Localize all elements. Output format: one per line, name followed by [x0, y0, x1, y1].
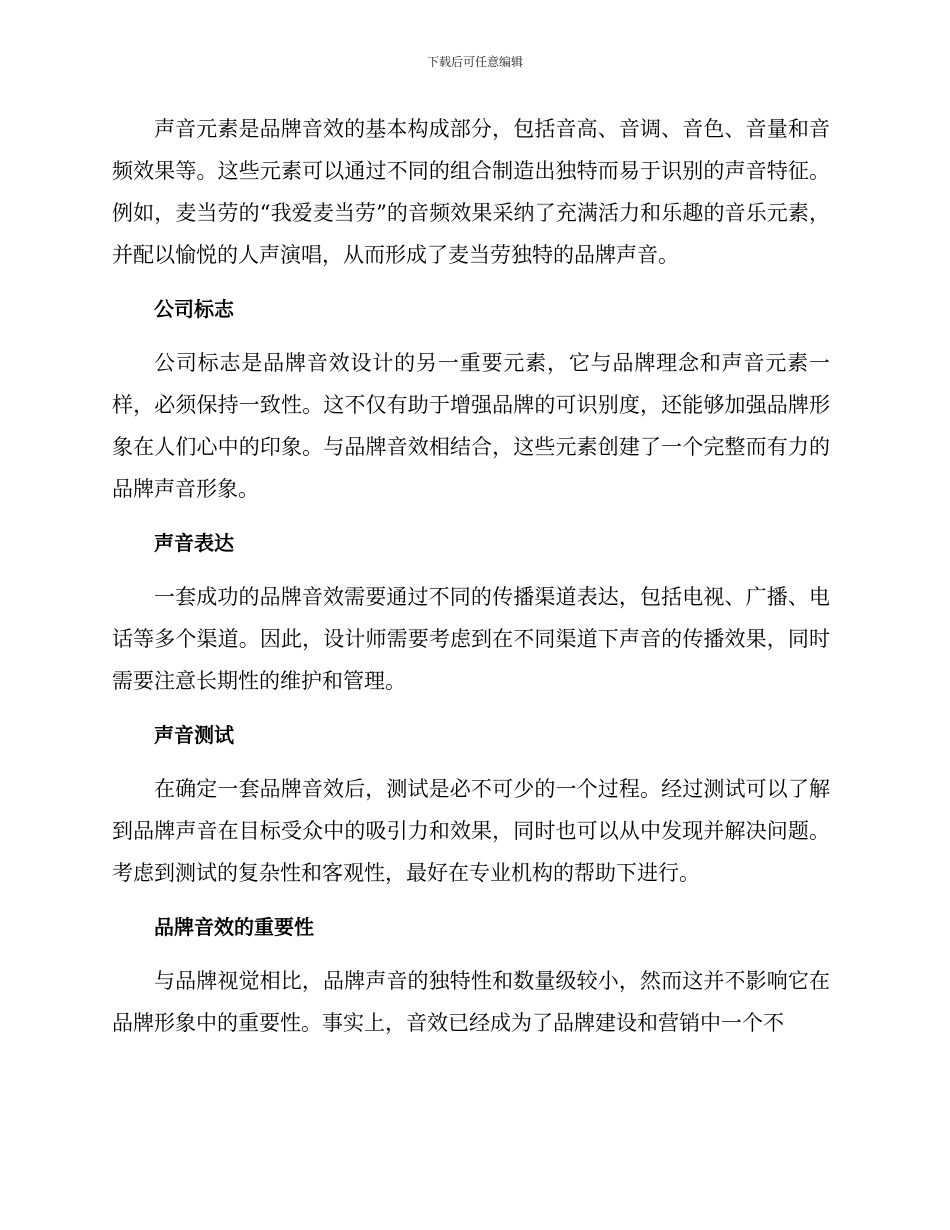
paragraph-importance: 与品牌视觉相比，品牌声音的独特性和数量级较小，然而这并不影响它在品牌形象中的重要性。事实上，音效已经成为了品牌建设和营销中一个不	[112, 969, 830, 1035]
paragraph-company-logo: 公司标志是品牌音效设计的另一重要元素，它与品牌理念和声音元素一样，必须保持一致性。这不仅有助于增强品牌的可识别度，还能够加强品牌形象在人们心中的印象。与品牌音效相结合，这些元素创建了一个完整而有力的品牌声音形象。	[112, 351, 830, 501]
page-header: 下载后可任意编辑	[426, 55, 523, 69]
heading-importance: 品牌音效的重要性	[154, 915, 314, 939]
paragraph-sound-testing: 在确定一套品牌音效后，测试是必不可少的一个过程。经过测试可以了解到品牌声音在目标受众中的吸引力和效果，同时也可以从中发现并解决问题。考虑到测试的复杂性和客观性，最好在专业机构的帮助下进行。	[112, 777, 830, 885]
heading-sound-expression: 声音表达	[154, 531, 234, 555]
heading-company-logo: 公司标志	[154, 297, 234, 321]
document-body	[112, 108, 830, 1056]
heading-sound-testing: 声音测试	[154, 723, 234, 747]
paragraph-sound-expression: 一套成功的品牌音效需要通过不同的传播渠道表达，包括电视、广播、电话等多个渠道。因此，设计师需要考虑到在不同渠道下声音的传播效果，同时需要注意长期性的维护和管理。	[112, 585, 830, 693]
paragraph-sound-elements: 声音元素是品牌音效的基本构成部分，包括音高、音调、音色、音量和音频效果等。这些元素可以通过不同的组合制造出独特而易于识别的声音特征。例如，麦当劳的“我爱麦当劳”的音频效果采纳了充满活力和乐趣的音乐元素，并配以愉悦的人声演唱，从而形成了麦当劳独特的品牌声音。	[112, 117, 830, 267]
